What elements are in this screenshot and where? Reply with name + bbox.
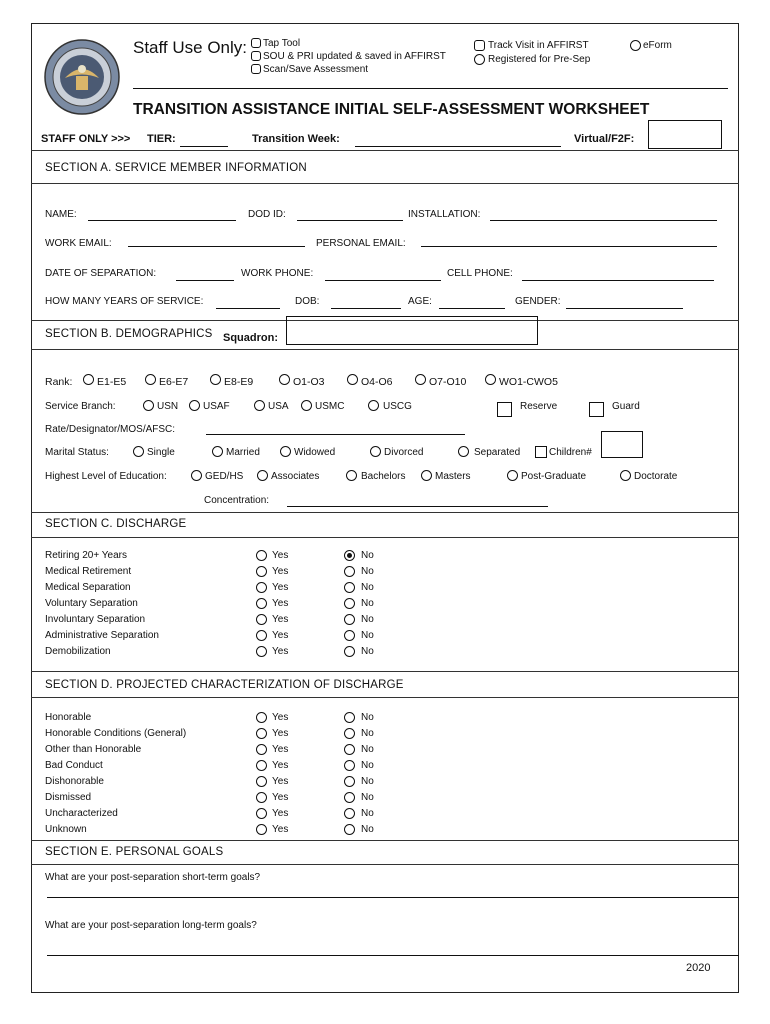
no-label: No <box>361 744 374 755</box>
installation-field[interactable] <box>490 220 717 221</box>
discharge-yes-radio[interactable] <box>256 614 267 625</box>
rank-option-label: O1-O3 <box>293 376 325 388</box>
characterization-yes-radio[interactable] <box>256 824 267 835</box>
rank-o4-o6-radio[interactable] <box>347 374 358 385</box>
no-label: No <box>361 630 374 641</box>
section-c-title: SECTION C. DISCHARGE <box>45 518 187 530</box>
education-option-label: Doctorate <box>634 471 678 482</box>
education-ged-radio[interactable] <box>191 470 202 481</box>
rank-option-label: E8-E9 <box>224 376 254 388</box>
branch-usa-radio[interactable] <box>254 400 265 411</box>
registered-presep-label: Registered for Pre-Sep <box>488 54 591 65</box>
scan-save-checkbox[interactable] <box>251 64 261 74</box>
no-label: No <box>361 566 374 577</box>
short-term-goals-question: What are your post-separation short-term goals? <box>45 872 261 883</box>
rank-option-label: E1-E5 <box>97 376 127 388</box>
form-title: TRANSITION ASSISTANCE INITIAL SELF-ASSESSMENT WORKSHEET <box>133 101 650 118</box>
yes-label: Yes <box>272 792 289 803</box>
education-associates-radio[interactable] <box>257 470 268 481</box>
characterization-no-radio[interactable] <box>344 792 355 803</box>
discharge-no-radio[interactable] <box>344 614 355 625</box>
rank-option-label: E6-E7 <box>159 376 189 388</box>
rank-e1-e5-radio[interactable] <box>83 374 94 385</box>
education-option-label: Post-Graduate <box>521 471 587 482</box>
sou-pri-label: SOU & PRI updated & saved in AFFIRST <box>263 51 446 62</box>
education-option-label: Bachelors <box>361 471 406 482</box>
yes-label: Yes <box>272 776 289 787</box>
virtual-f2f-label: Virtual/F2F: <box>574 133 635 145</box>
rank-label: Rank: <box>45 376 73 388</box>
discharge-yes-radio[interactable] <box>256 566 267 577</box>
yes-label: Yes <box>272 630 289 641</box>
header-rule <box>133 88 728 89</box>
discharge-no-radio[interactable] <box>344 646 355 657</box>
divider <box>31 864 739 865</box>
track-visit-checkbox[interactable] <box>474 40 485 51</box>
registered-presep-radio[interactable] <box>474 54 485 65</box>
staff-only-label: STAFF ONLY >>> <box>41 133 131 145</box>
guard-label: Guard <box>612 401 640 412</box>
dob-field[interactable] <box>331 308 401 309</box>
yes-label: Yes <box>272 728 289 739</box>
children-count-field[interactable] <box>601 431 643 458</box>
marital-option-label: Widowed <box>294 447 336 458</box>
squadron-field[interactable] <box>286 316 538 345</box>
section-e-title: SECTION E. PERSONAL GOALS <box>45 846 224 858</box>
marital-option-label: Divorced <box>384 447 424 458</box>
marital-separated-radio[interactable] <box>458 446 469 457</box>
yes-label: Yes <box>272 614 289 625</box>
discharge-yes-radio[interactable] <box>256 646 267 657</box>
staff-use-only-label: Staff Use Only: <box>133 38 248 57</box>
characterization-no-radio[interactable] <box>344 808 355 819</box>
track-visit-label: Track Visit in AFFIRST <box>488 40 589 51</box>
marital-status-label: Marital Status: <box>45 447 109 458</box>
date-separation-field[interactable] <box>176 280 234 281</box>
no-label: No <box>361 728 374 739</box>
discharge-no-radio[interactable] <box>344 566 355 577</box>
rank-e6-e7-radio[interactable] <box>145 374 156 385</box>
work-email-label: WORK EMAIL: <box>45 238 112 249</box>
discharge-item-label: Medical Separation <box>45 582 131 593</box>
cell-phone-label: CELL PHONE: <box>447 268 513 279</box>
age-label: AGE: <box>408 296 432 307</box>
rank-o1-o3-radio[interactable] <box>279 374 290 385</box>
marital-married-radio[interactable] <box>212 446 223 457</box>
branch-option-label: USN <box>157 401 179 412</box>
tier-field[interactable] <box>180 146 228 147</box>
virtual-f2f-field[interactable] <box>648 120 722 149</box>
personal-email-label: PERSONAL EMAIL: <box>316 238 406 249</box>
children-checkbox[interactable] <box>535 446 547 458</box>
section-b-title: SECTION B. DEMOGRAPHICS <box>45 328 213 340</box>
dod-id-field[interactable] <box>297 220 403 221</box>
cell-phone-field[interactable] <box>522 280 714 281</box>
characterization-item-label: Other than Honorable <box>45 744 142 755</box>
education-label: Highest Level of Education: <box>45 471 167 482</box>
branch-usaf-radio[interactable] <box>189 400 200 411</box>
dob-label: DOB: <box>295 296 320 307</box>
service-branch-label: Service Branch: <box>45 401 116 412</box>
eform-radio[interactable] <box>630 40 641 51</box>
divider <box>31 349 739 350</box>
gender-field[interactable] <box>566 308 683 309</box>
education-option-label: Associates <box>271 471 320 482</box>
branch-usmc-radio[interactable] <box>301 400 312 411</box>
education-masters-radio[interactable] <box>421 470 432 481</box>
characterization-item-label: Dishonorable <box>45 776 104 787</box>
long-term-goals-field[interactable] <box>47 955 739 956</box>
discharge-item-label: Demobilization <box>45 646 111 657</box>
no-label: No <box>361 646 374 657</box>
characterization-no-radio[interactable] <box>344 728 355 739</box>
branch-option-label: USAF <box>203 401 230 412</box>
section-a-title: SECTION A. SERVICE MEMBER INFORMATION <box>45 162 307 174</box>
yes-label: Yes <box>272 566 289 577</box>
characterization-no-radio[interactable] <box>344 712 355 723</box>
no-label: No <box>361 614 374 625</box>
characterization-yes-radio[interactable] <box>256 808 267 819</box>
divider <box>31 840 739 841</box>
rank-option-label: O7-O10 <box>429 376 467 388</box>
no-label: No <box>361 808 374 819</box>
no-label: No <box>361 712 374 723</box>
education-doctorate-radio[interactable] <box>620 470 631 481</box>
rank-e8-e9-radio[interactable] <box>210 374 221 385</box>
installation-label: INSTALLATION: <box>408 209 481 220</box>
rate-designator-label: Rate/Designator/MOS/AFSC: <box>45 424 176 435</box>
yes-label: Yes <box>272 598 289 609</box>
tap-tool-label: Tap Tool <box>263 38 301 49</box>
years-service-label: HOW MANY YEARS OF SERVICE: <box>45 296 204 307</box>
sou-pri-checkbox[interactable] <box>251 51 261 61</box>
marital-widowed-radio[interactable] <box>280 446 291 457</box>
age-field[interactable] <box>439 308 505 309</box>
concentration-field[interactable] <box>287 506 548 507</box>
branch-option-label: USMC <box>315 401 345 412</box>
no-label: No <box>361 582 374 593</box>
characterization-yes-radio[interactable] <box>256 760 267 771</box>
marital-option-label: Married <box>226 447 260 458</box>
no-label: No <box>361 760 374 771</box>
characterization-yes-radio[interactable] <box>256 776 267 787</box>
characterization-yes-radio[interactable] <box>256 712 267 723</box>
characterization-no-radio[interactable] <box>344 824 355 835</box>
characterization-item-label: Honorable Conditions (General) <box>45 728 187 739</box>
characterization-no-radio[interactable] <box>344 776 355 787</box>
yes-label: Yes <box>272 824 289 835</box>
education-option-label: GED/HS <box>205 471 244 482</box>
work-email-field[interactable] <box>128 246 305 247</box>
branch-uscg-radio[interactable] <box>368 400 379 411</box>
discharge-yes-radio[interactable] <box>256 550 267 561</box>
tap-tool-checkbox[interactable] <box>251 38 261 48</box>
characterization-yes-radio[interactable] <box>256 744 267 755</box>
education-option-label: Masters <box>435 471 471 482</box>
yes-label: Yes <box>272 712 289 723</box>
name-label: NAME: <box>45 209 77 220</box>
characterization-item-label: Unknown <box>45 824 87 835</box>
yes-label: Yes <box>272 550 289 561</box>
discharge-item-label: Involuntary Separation <box>45 614 146 625</box>
date-separation-label: DATE OF SEPARATION: <box>45 268 157 279</box>
no-label: No <box>361 792 374 803</box>
education-post-graduate-radio[interactable] <box>507 470 518 481</box>
discharge-yes-radio[interactable] <box>256 582 267 593</box>
no-label: No <box>361 550 374 561</box>
divider <box>31 150 739 151</box>
discharge-no-radio[interactable] <box>344 582 355 593</box>
rank-option-label: O4-O6 <box>361 376 393 388</box>
discharge-item-label: Medical Retirement <box>45 566 132 577</box>
section-d-title: SECTION D. PROJECTED CHARACTERIZATION OF DISCHARGE <box>45 679 404 691</box>
discharge-no-radio[interactable] <box>344 598 355 609</box>
marital-option-label: Single <box>147 447 175 458</box>
personal-email-field[interactable] <box>421 246 717 247</box>
characterization-no-radio[interactable] <box>344 744 355 755</box>
rank-wo1-cwo5-radio[interactable] <box>485 374 496 385</box>
guard-checkbox[interactable] <box>589 402 604 417</box>
tier-label: TIER: <box>147 133 176 145</box>
gender-label: GENDER: <box>515 296 561 307</box>
divider <box>31 537 739 538</box>
children-label: Children# <box>549 447 592 458</box>
dod-seal-logo <box>43 38 121 116</box>
marital-divorced-radio[interactable] <box>370 446 381 457</box>
discharge-item-label: Retiring 20+ Years <box>45 550 128 561</box>
scan-save-label: Scan/Save Assessment <box>263 64 369 75</box>
rank-o7-o10-radio[interactable] <box>415 374 426 385</box>
transition-week-field[interactable] <box>355 146 561 147</box>
education-bachelors-radio[interactable] <box>346 470 357 481</box>
name-field[interactable] <box>88 220 236 221</box>
form-year: 2020 <box>686 962 711 974</box>
characterization-item-label: Bad Conduct <box>45 760 103 771</box>
rate-designator-field[interactable] <box>206 434 465 435</box>
rank-option-label: WO1-CWO5 <box>499 376 558 388</box>
yes-label: Yes <box>272 744 289 755</box>
divider <box>31 697 739 698</box>
yes-label: Yes <box>272 760 289 771</box>
yes-label: Yes <box>272 646 289 657</box>
concentration-label: Concentration: <box>204 495 270 506</box>
characterization-yes-radio[interactable] <box>256 728 267 739</box>
no-label: No <box>361 776 374 787</box>
reserve-checkbox[interactable] <box>497 402 512 417</box>
discharge-no-radio[interactable] <box>344 630 355 641</box>
work-phone-label: WORK PHONE: <box>241 268 314 279</box>
divider <box>31 512 739 513</box>
yes-label: Yes <box>272 582 289 593</box>
characterization-yes-radio[interactable] <box>256 792 267 803</box>
branch-option-label: USCG <box>383 401 412 412</box>
divider <box>31 671 739 672</box>
branch-option-label: USA <box>268 401 289 412</box>
short-term-goals-field[interactable] <box>47 897 739 898</box>
transition-week-label: Transition Week: <box>252 133 340 145</box>
marital-single-radio[interactable] <box>133 446 144 457</box>
dod-id-label: DOD ID: <box>248 209 286 220</box>
years-service-field[interactable] <box>216 308 280 309</box>
characterization-item-label: Uncharacterized <box>45 808 118 819</box>
yes-label: Yes <box>272 808 289 819</box>
work-phone-field[interactable] <box>325 280 441 281</box>
characterization-no-radio[interactable] <box>344 760 355 771</box>
discharge-item-label: Voluntary Separation <box>45 598 138 609</box>
no-label: No <box>361 824 374 835</box>
discharge-yes-radio[interactable] <box>256 598 267 609</box>
characterization-item-label: Dismissed <box>45 792 92 803</box>
branch-usn-radio[interactable] <box>143 400 154 411</box>
divider <box>31 183 739 184</box>
characterization-item-label: Honorable <box>45 712 92 723</box>
eform-label: eForm <box>643 40 672 51</box>
discharge-no-radio[interactable] <box>344 550 355 561</box>
reserve-label: Reserve <box>520 401 558 412</box>
marital-option-label: Separated <box>474 447 521 458</box>
discharge-item-label: Administrative Separation <box>45 630 159 641</box>
long-term-goals-question: What are your post-separation long-term goals? <box>45 920 257 931</box>
no-label: No <box>361 598 374 609</box>
squadron-label: Squadron: <box>223 332 278 344</box>
discharge-yes-radio[interactable] <box>256 630 267 641</box>
